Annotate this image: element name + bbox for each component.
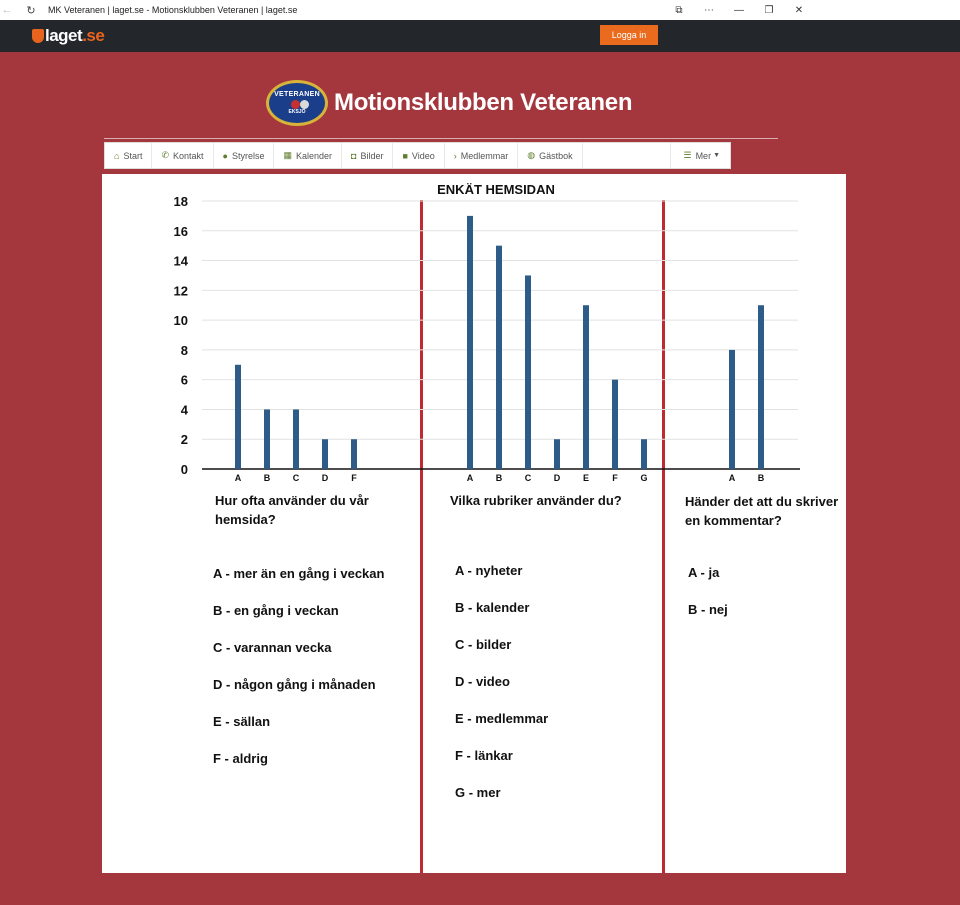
x-tick-label: B (757, 473, 765, 483)
legend-item: E - sällan (213, 714, 271, 729)
legend-item: A - nyheter (455, 563, 523, 578)
x-tick-label: C (292, 473, 300, 483)
answer-legend-3 (688, 565, 728, 639)
y-tick-label: 18 (173, 194, 188, 209)
x-tick-label: F (612, 473, 618, 483)
y-tick-label: 4 (180, 402, 188, 418)
nav-item-label: Bilder (360, 150, 384, 161)
bar-2-d (554, 439, 560, 469)
bar-2-f (612, 380, 618, 469)
bar-2-c (525, 275, 531, 469)
x-tick-label: D (321, 473, 329, 483)
x-tick-label: A (234, 473, 242, 483)
y-tick-label: 8 (180, 342, 188, 358)
reader-icon[interactable]: ⧉ (675, 4, 683, 16)
legend-item: D - någon gång i månaden (213, 677, 376, 692)
nav-item-label: Start (123, 150, 143, 161)
chart-title: ENKÄT HEMSIDAN (437, 182, 555, 197)
legend-item: B - en gång i veckan (213, 603, 339, 618)
bar-2-e (583, 305, 589, 469)
nav-item-label: Kontakt (173, 150, 204, 161)
bar-2-a (467, 216, 473, 469)
badge-top-text: VETERANEN (274, 91, 320, 98)
y-tick-label: 14 (173, 253, 188, 269)
user-icon: ● (222, 150, 228, 161)
bar-2-b (496, 246, 502, 469)
nav-item-label: Video (411, 150, 435, 161)
chat-icon: ◍ (527, 150, 536, 160)
phone-icon: ✆ (161, 150, 169, 160)
home-icon: ⌂ (114, 150, 120, 161)
x-tick-label: A (728, 473, 736, 483)
survey-question-2: Vilka rubriker använder du? (450, 493, 622, 508)
legend-item: C - varannan vecka (213, 640, 332, 655)
legend-item: B - kalender (455, 600, 530, 615)
x-tick-label: A (466, 473, 474, 483)
chevron-right-icon: › (453, 150, 457, 161)
x-tick-label: E (582, 473, 590, 483)
reload-icon[interactable]: ↻ (26, 4, 36, 17)
bar-1-d (322, 439, 328, 469)
browser-title: MK Veteranen | laget.se - Motionsklubben Veteranen | laget.se (48, 5, 298, 15)
minimize-icon[interactable]: — (734, 4, 744, 16)
answer-legend-1 (213, 566, 384, 788)
bar-1-b (264, 409, 270, 469)
badge-bottom-text: EKSJÖ (288, 109, 306, 115)
legend-item: C - bilder (455, 637, 512, 652)
camera-icon: ◘ (351, 150, 357, 161)
legend-item: A - ja (688, 565, 720, 580)
legend-item: A - mer än en gång i veckan (213, 566, 385, 581)
answer-legend-2 (455, 563, 548, 822)
legend-item: G - mer (455, 785, 501, 800)
back-icon[interactable]: ← (1, 4, 13, 16)
legend-item: D - video (455, 674, 510, 689)
bar-1-f (351, 439, 357, 469)
legend-item: B - nej (688, 602, 728, 617)
restore-icon[interactable]: ❐ (764, 4, 774, 16)
y-tick-label: 6 (180, 372, 188, 388)
menu-icon: ☰ (683, 150, 692, 160)
club-name[interactable]: Motionsklubben Veteranen (334, 89, 633, 116)
legend-item: F - aldrig (213, 751, 268, 766)
survey-question-1: Hur ofta använder du vår hemsida? (215, 493, 369, 527)
nav-item-label: Medlemmar (460, 150, 509, 161)
bar-2-g (641, 439, 647, 469)
x-tick-label: B (495, 473, 503, 483)
logo-text: laget (45, 26, 83, 45)
x-tick-label: G (640, 473, 648, 483)
nav-item-label: Kalender (296, 150, 333, 161)
caret-down-icon: ▼ (713, 152, 720, 159)
legend-item: E - medlemmar (455, 711, 549, 726)
bar-1-c (293, 409, 299, 469)
login-button[interactable]: Logga in (600, 25, 658, 45)
x-tick-label: C (524, 473, 532, 483)
logo-tld: .se (82, 26, 105, 45)
x-tick-label: D (553, 473, 561, 483)
y-tick-label: 0 (180, 462, 188, 477)
video-icon: ■ (402, 150, 408, 161)
y-tick-label: 10 (173, 313, 188, 329)
bar-3-a (729, 350, 735, 469)
y-tick-label: 2 (180, 432, 188, 448)
x-tick-label: F (351, 473, 357, 483)
bar-3-b (758, 305, 764, 469)
calendar-icon: ▦ (283, 150, 292, 160)
nav-item-label: Gästbok (539, 150, 573, 161)
more-options-icon[interactable]: ⋯ (704, 4, 714, 16)
legend-item: F - länkar (455, 748, 513, 763)
bar-1-a (235, 365, 241, 469)
y-tick-label: 16 (173, 223, 188, 239)
x-tick-label: B (263, 473, 271, 483)
close-icon[interactable]: ✕ (794, 4, 804, 16)
nav-item-label: Styrelse (231, 150, 265, 161)
nav-more-label: Mer (695, 150, 712, 161)
survey-question-3: Händer det att du skriver en kommentar? (685, 494, 839, 528)
y-tick-label: 12 (173, 283, 188, 299)
